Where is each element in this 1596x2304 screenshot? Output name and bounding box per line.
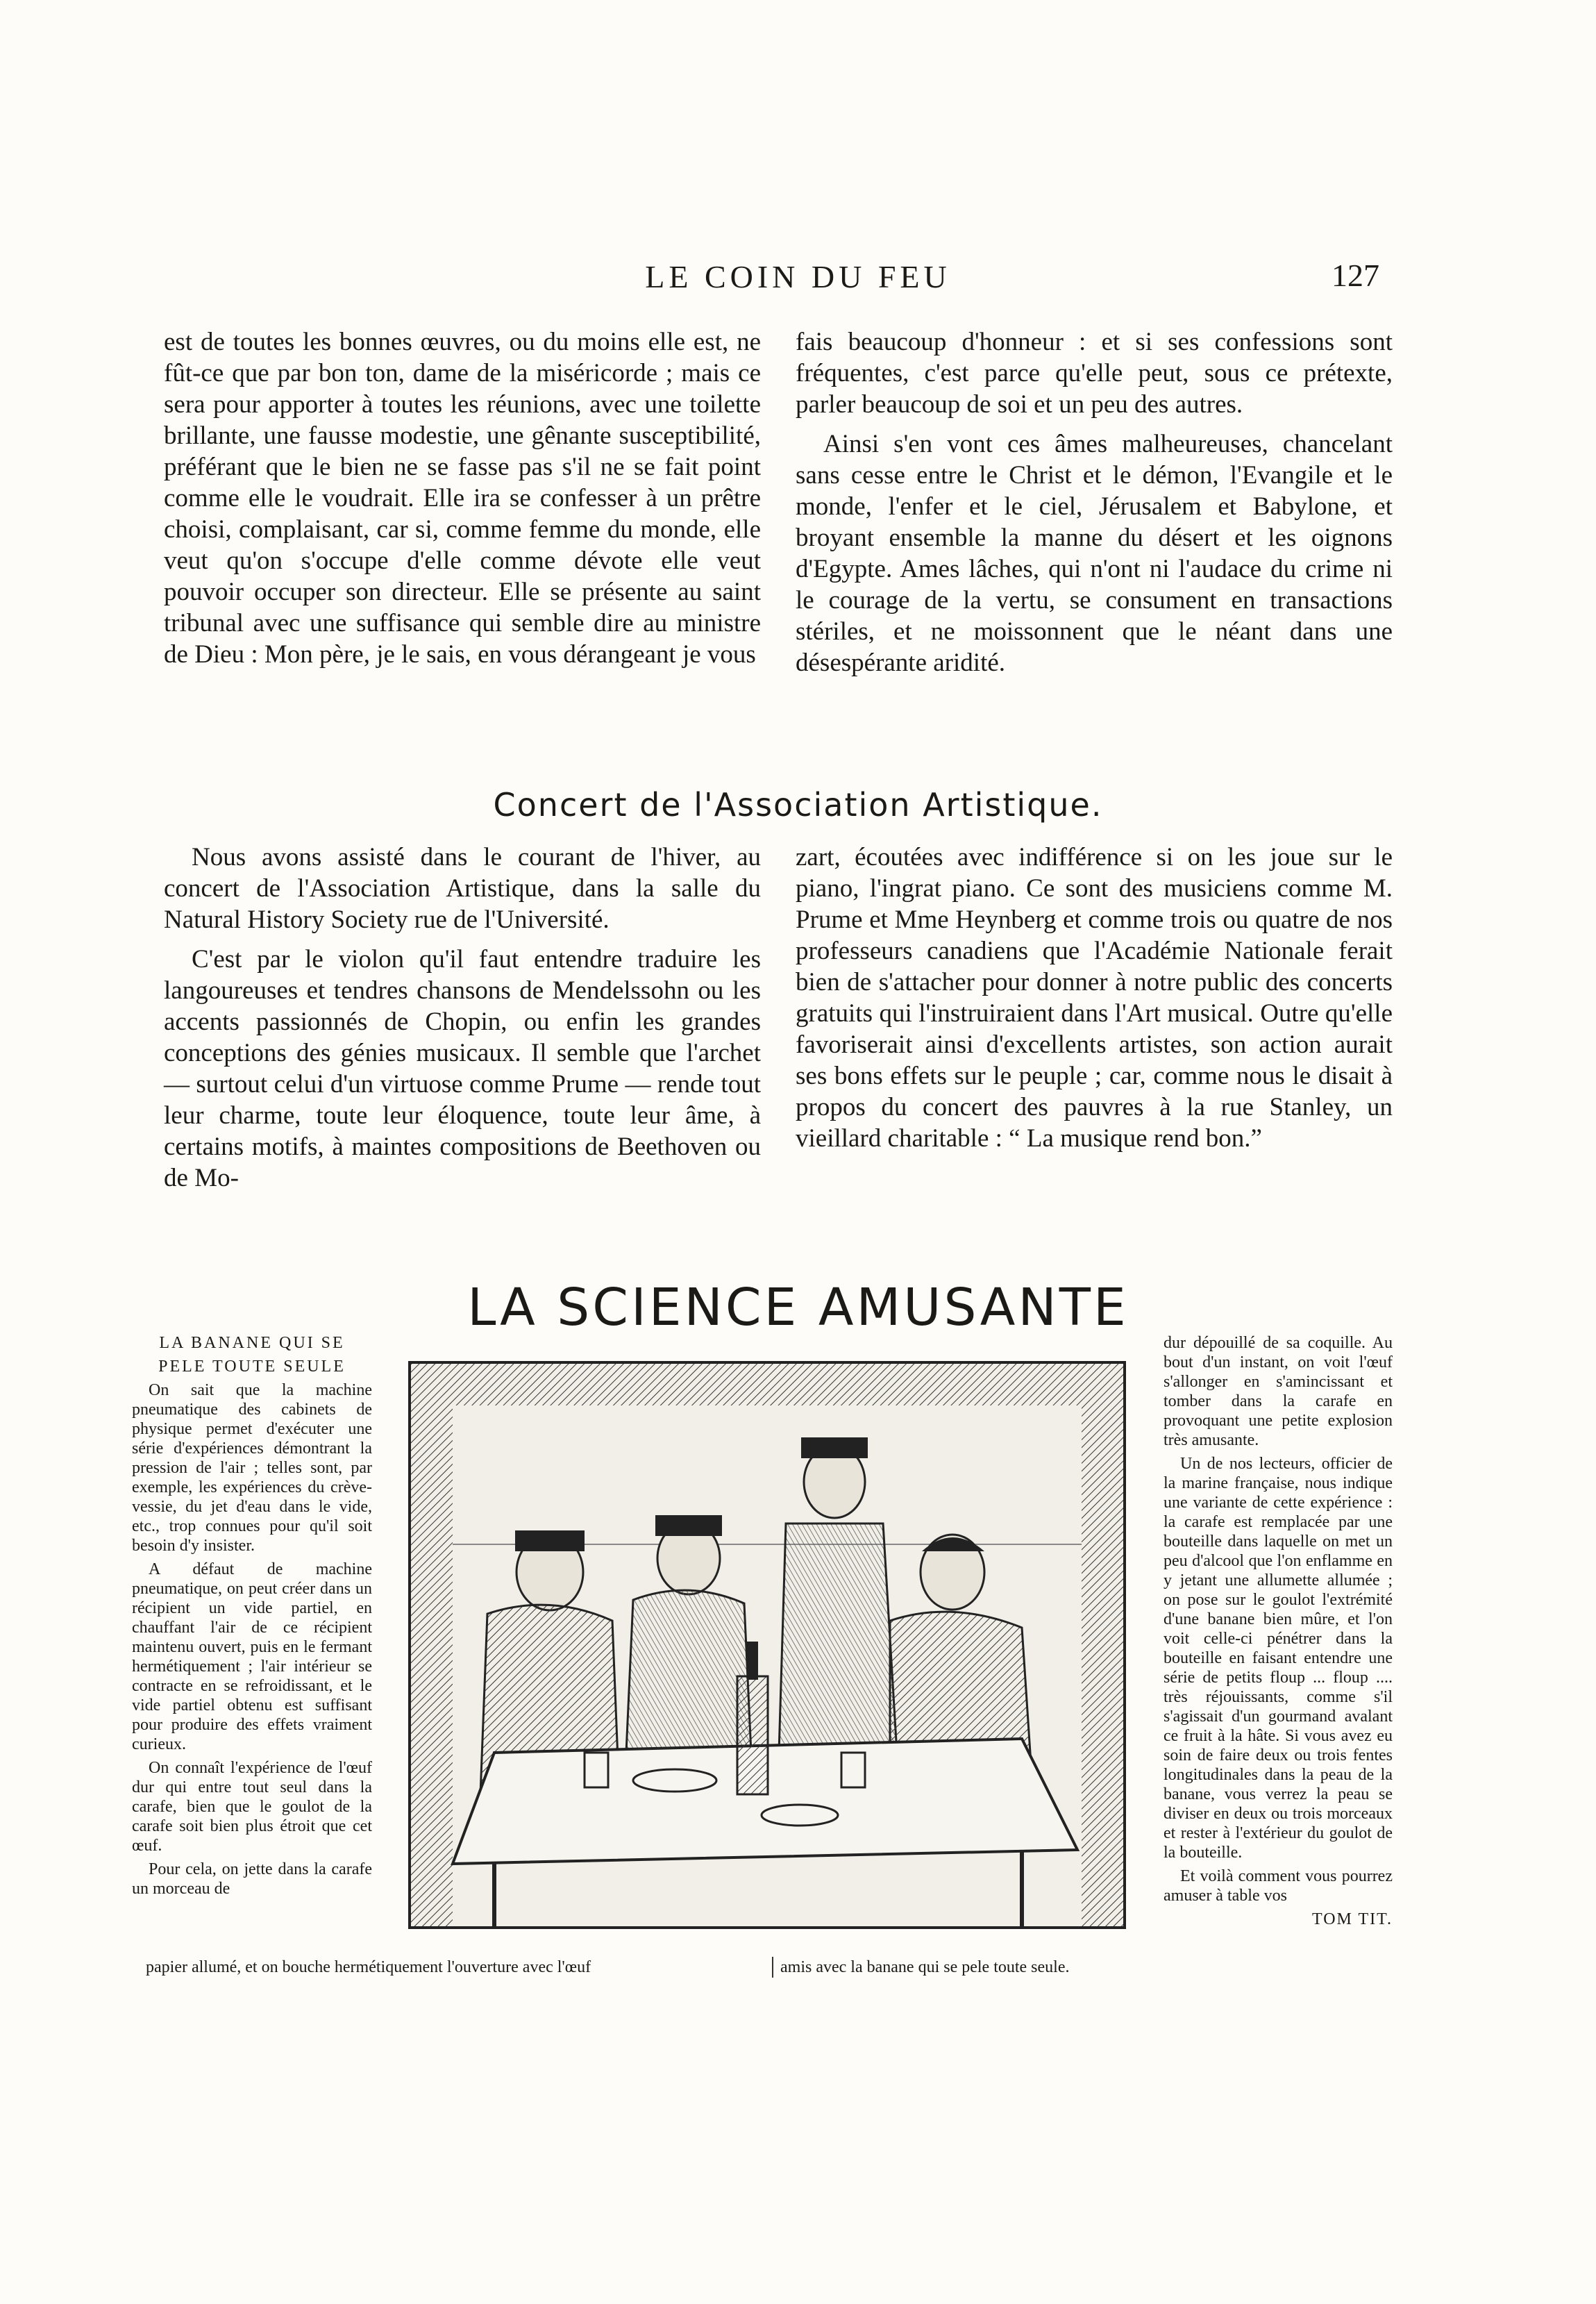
- top-right-column: [796, 326, 1393, 678]
- science-left-paragraph-4: Pour cela, on jette dans la carafe un morceau de: [132, 1860, 372, 1898]
- column-divider: [772, 1957, 773, 1978]
- science-right-paragraph-3: Et voilà comment vous pourrez amuser à table vos: [1164, 1867, 1393, 1905]
- top-right-paragraph-1: fais beaucoup d'honneur : et si ses confessions sont fréquentes, c'est parce qu'elle peut, sous ce prétexte, parler beaucoup de soi et un peu des autres.: [796, 328, 1393, 419]
- concert-title: Concert de l'Association Artistique.: [493, 786, 1103, 824]
- top-left-column: [164, 326, 761, 670]
- science-left-paragraph-3: On connaît l'expérience de l'œuf dur qui entre tout seul dans la carafe, bien que le goulot de la carafe soit bien plus étroit que cet œuf.: [132, 1759, 372, 1855]
- science-left-paragraph-2: A défaut de machine pneumatique, on peut créer dans un récipient un vide partiel, en chauffant l'air de ce récipient maintenu ouvert, puis en le fermant hermétiquement ; l'air intérieur se contracte en se refroidissant, et le vide partiel obtenu est suffisant pour produire des effets vraiment curieux.: [132, 1560, 372, 1753]
- science-bottom-middle-line: amis avec la banane qui se pele toute seule.: [780, 1958, 1070, 1976]
- science-left-paragraph-1: On sait que la machine pneumatique des cabinets de physique permet d'exécuter une série d'expériences démontrant la pression de l'air ; telles sont, par exemple, les expériences du crève-vessie, du jet d'eau dans le vide, etc., trop connues pour qu'il soit besoin d'y insister.: [132, 1381, 372, 1555]
- science-right-paragraph-1: dur dépouillé de sa coquille. Au bout d'un instant, on voit l'œuf s'allonger en s'amincissant et tomber dans la carafe en provoquant une petite explosion très amusante.: [1164, 1334, 1393, 1449]
- bottle: [737, 1676, 768, 1794]
- page-number: 127: [1332, 258, 1379, 293]
- left-post: [411, 1405, 453, 1926]
- right-post: [1082, 1405, 1123, 1926]
- concert-right-paragraph: zart, écoutées avec indifférence si on les joue sur le piano, l'ingrat piano. Ce sont des musiciens comme M. Prume et Mme Heynberg et comme trois ou quatre de nos professeurs canadiens que l'Académie Nationale ferait bien de s'attacher pour donner à notre public des concerts gratuits qui l'instruiraient dans l'Art musical. Outre qu'elle favoriserait ainsi d'excellents artistes, son action aurait ses bons effets sur le peuple ; car, comme nous le disait à propos du concert des pauvres à la rue Stanley, un vieillard charitable : “ La musique rend bon.”: [796, 843, 1393, 1153]
- awning: [411, 1364, 1123, 1405]
- science-right-paragraph-2: Un de nos lecteurs, officier de la marine française, nous indique une variante de cette expérience : la carafe est remplacée par une bouteille dans laquelle on met un peu d'alcool que l'on enflamme en y jetant une allumette allumée ; on pose sur le goulot l'extrémité d'une banane bien mûre, et l'on voit celle-ci pénétrer dans la bouteille en faisant entendre une série de petits floup ... floup .... très réjouissants, comme s'il s'agissait d'un gourmand avalant ce fruit à la hâte. Si vous avez eu soin de faire deux ou trois fentes longitudinales dans la peau de la banane, vous verrez la peau se diviser en deux ou trois morceaux et rester à l'extérieur du goulot de la bouteille.: [1164, 1455, 1393, 1862]
- science-right-column: [1164, 1333, 1393, 1929]
- science-subtitle-2: PELE TOUTE SEULE: [158, 1358, 346, 1376]
- science-subtitle-1: LA BANANE QUI SE: [159, 1334, 345, 1352]
- concert-left-paragraph-2: C'est par le violon qu'il faut entendre traduire les langoureuses et tendres chansons de Mendelssohn ou les accents passionnés de Chopin, ou enfin les grandes conceptions des génies musicaux. Il semble que l'archet — surtout celui d'un virtuose comme Prume — rende tout leur charme, toute leur éloquence, toute leur âme, à certains motifs, à maintes compositions de Beethoven ou de Mo-: [164, 945, 761, 1192]
- science-left-column: [132, 1333, 372, 1903]
- concert-right-column: [796, 842, 1393, 1154]
- top-right-paragraph-2: Ainsi s'en vont ces âmes malheureuses, chancelant sans cesse entre le Christ et le démon, l'Evangile et le monde, l'enfer et le ciel, Jérusalem et Babylone, et broyant ensemble la manne du désert et les oignons d'Egypte. Ames lâches, qui n'ont ni l'audace du crime ni le courage de la vertu, se consument en transactions stériles, et ne moissonnent que le néant dans une désespérante aridité.: [796, 430, 1393, 677]
- science-bottom-left-line: papier allumé, et on bouche hermétiquement l'ouverture avec l'œuf: [146, 1958, 591, 1976]
- concert-left-column: [164, 842, 761, 1194]
- signature: TOM TIT.: [1312, 1910, 1393, 1928]
- engraving-illustration: [408, 1361, 1126, 1929]
- science-title: LA SCIENCE AMUSANTE: [467, 1278, 1129, 1337]
- concert-left-paragraph-1: Nous avons assisté dans le courant de l'hiver, au concert de l'Association Artistique, dans la salle du Natural History Society rue de l'Université.: [164, 843, 761, 934]
- page-header-title: LE COIN DU FEU: [645, 259, 951, 294]
- engraving-scene: [411, 1364, 1123, 1926]
- top-left-paragraph: est de toutes les bonnes œuvres, ou du moins elle est, ne fût-ce que par bon ton, dame de la miséricorde ; mais ce sera pour apporter à toutes les réunions, avec une toilette brillante, une fausse modestie, une gênante susceptibilité, préférant que le bien ne se fasse pas s'il ne se fait point comme elle le voudrait. Elle ira se confesser à un prêtre choisi, complaisant, car si, comme femme du monde, elle veut qu'on s'occupe d'elle comme dévote elle veut pouvoir occuper son directeur. Elle se présente au saint tribunal avec une suffisance qui semble dire au ministre de Dieu : Mon père, je le sais, en vous dérangeant je vous: [164, 328, 761, 669]
